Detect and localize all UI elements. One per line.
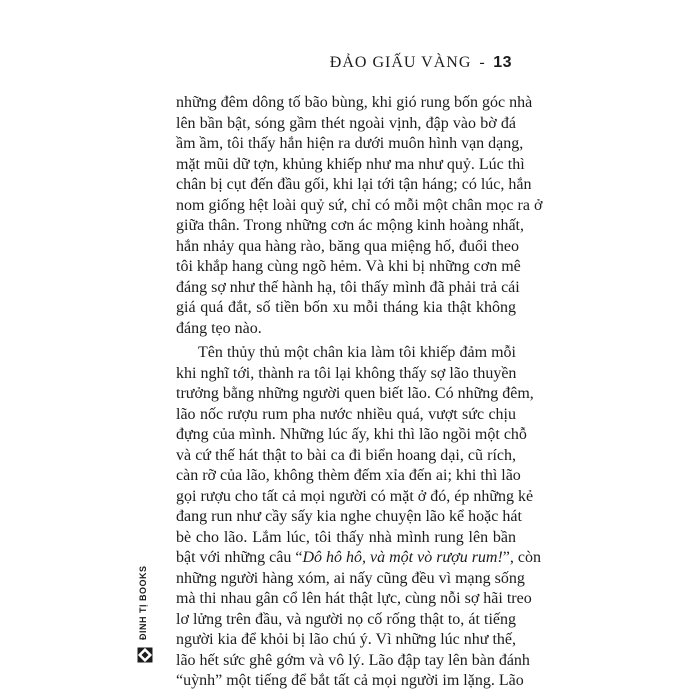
- page-body: [176, 93, 543, 692]
- quote-tail-text: ”, còn: [502, 549, 541, 566]
- text-line: càn rỡ của lão, không thèm đếm xỉa đến ai; khi thì lão: [176, 467, 521, 484]
- text-line: đang run như cầy sấy kia nghe chuyện lão kể hoặc hát: [176, 508, 522, 525]
- text-line: đáng tẹo nào.: [176, 319, 262, 337]
- text-line: mặt mũi dữ tợn, khủng khiếp như ma như quỷ. Lúc thì: [176, 155, 525, 173]
- text-line: những người hàng xóm, ai nấy cũng đều vì mạng sống: [176, 569, 525, 587]
- text-line: giá quá đắt, số tiền bốn xu mỗi tháng kia thật không: [176, 299, 516, 316]
- text-line: giữa thân. Trong những cơn ác mộng kinh hoàng nhất,: [176, 217, 524, 234]
- text-line: những đêm dông tố bão bùng, khi gió rung bốn góc nhà: [176, 94, 533, 111]
- text-line: tôi khắp hang cùng ngõ hẻm. Và khi bị những cơn mê: [176, 258, 521, 275]
- text-line: nom giống hệt loài quỷ sứ, chỉ có mỗi một chân mọc ra ở: [176, 196, 543, 214]
- text-line: hắn nhảy qua hàng rào, băng qua miệng hố, đuổi theo: [176, 237, 520, 255]
- paragraph-2: [176, 343, 541, 692]
- text-line: đựng của mình. Những lúc ấy, khi thì lão ngồi một chỗ: [176, 426, 527, 443]
- text-line: lão hết sức ghê gớm và vô lý. Lão đập tay lên bàn đánh: [176, 651, 530, 669]
- publisher-sidebar: [136, 520, 158, 670]
- text-line: chân bị cụt đến đầu gối, khi lại tới tận háng; có lúc, hắn: [176, 176, 532, 193]
- page-number: 13: [493, 54, 512, 71]
- text-line: trưởng bằng những người quen biết lão. Có những đêm,: [176, 385, 534, 402]
- book-title: ĐẢO GIẤU VÀNG: [329, 54, 472, 71]
- header-separator: -: [479, 54, 486, 71]
- song-quote: Dô hô hô, và một vò rượu rum!: [302, 549, 503, 566]
- text-line: Tên thủy thủ một chân kia làm tôi khiếp đảm mỗi: [198, 344, 516, 361]
- text-line: đáng sợ như thế hành hạ, tôi thấy mình đã phải trả cái: [176, 278, 520, 296]
- text-line: người kia để khỏi bị lão chú ý. Vì những lúc như thế,: [176, 631, 516, 648]
- text-line: khi nghĩ tới, thành ra tôi lại không thấy sợ lão thuyền: [176, 364, 517, 382]
- quote-line: [176, 548, 541, 569]
- publisher-name: ĐINH TỊ BOOKS: [138, 565, 148, 640]
- paragraph-1: [176, 93, 543, 339]
- quote-lead-text: bật với những câu “: [176, 549, 303, 566]
- text-line: mà thi nhau gân cổ lên hát thật lực, cùng nỗi sợ hãi treo: [176, 590, 532, 607]
- text-line: lơ lửng trên đầu, và người nọ cố rống thật to, át tiếng: [176, 610, 516, 628]
- text-line: lão nốc rượu rum pha nước nhiều quá, vượt sức chịu: [176, 405, 516, 423]
- publisher-logo-icon: [137, 647, 153, 663]
- running-header: [330, 54, 512, 72]
- text-line: bè cho lão. Lắm lúc, tôi thấy nhà mình rung lên bần: [176, 528, 516, 546]
- text-line: ầm ầm, tôi thấy hắn hiện ra dưới muôn hình vạn dạng,: [176, 135, 524, 152]
- text-line: và cứ thế hát thật to bài ca đi biển hoang dại, cũ rích,: [176, 446, 516, 464]
- text-line: “uỳnh” một tiếng để bắt tất cả mọi người im lặng. Lão: [176, 672, 524, 689]
- text-line: gọi rượu cho tất cả mọi người có mặt ở đó, ép những kẻ: [176, 487, 534, 505]
- text-line: lên bần bật, sóng gầm thét ngoài vịnh, đập vào bờ đá: [176, 114, 516, 132]
